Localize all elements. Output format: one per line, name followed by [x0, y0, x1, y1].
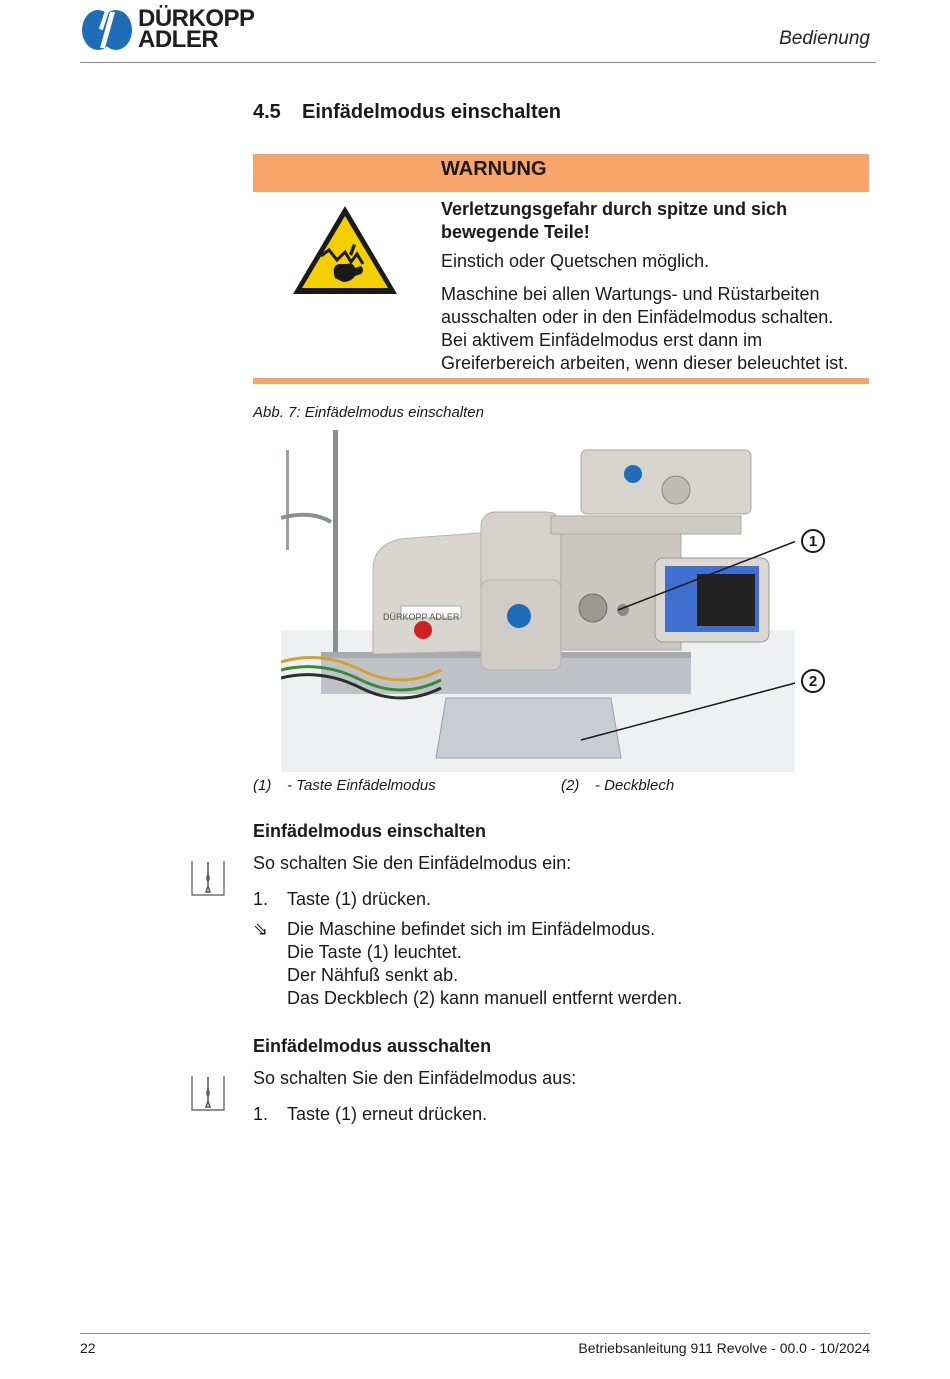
callout-1-label: 1 [808, 533, 818, 550]
step-number: 1. [253, 1104, 269, 1124]
intro-enable: So schalten Sie den Einfädelmodus ein: [253, 853, 572, 873]
warning-text-line: ausschalten oder in den Einfädelmodus schalten. [441, 307, 834, 327]
header-section-title: Bedienung [779, 28, 870, 49]
brand-line-2: ADLER [138, 26, 219, 53]
callout-2-label: 2 [808, 673, 818, 690]
page-number: 22 [80, 1340, 96, 1356]
warning-text-line: Maschine bei allen Wartungs- und Rüstarbeiten [441, 284, 820, 304]
warning-title: WARNUNG [441, 158, 547, 180]
section-title: Einfädelmodus einschalten [302, 101, 561, 123]
result-line: Die Maschine befindet sich im Einfädelmodus. [287, 919, 656, 939]
result-line: Die Taste (1) leuchtet. [287, 942, 462, 962]
subheading-enable: Einfädelmodus einschalten [253, 821, 487, 841]
legend-2-number: (2) [561, 777, 580, 794]
legend-1-number: (1) [253, 777, 272, 794]
warning-text-line: Greiferbereich arbeiten, wenn dieser beleuchtet ist. [441, 353, 849, 373]
callout-1-marker [800, 528, 826, 554]
footer-divider [80, 1333, 870, 1334]
legend-2-text: - Deckblech [595, 777, 675, 794]
needle-procedure-icon [191, 1075, 225, 1111]
warning-text-1: Einstich oder Quetschen möglich. [441, 251, 710, 271]
figure-caption: Abb. 7: Einfädelmodus einschalten [253, 404, 484, 421]
warning-headline-line-2: bewegende Teile! [441, 222, 590, 242]
document-title: Betriebsanleitung 911 Revolve - 00.0 - 10/2024 [578, 1340, 870, 1356]
intro-disable: So schalten Sie den Einfädelmodus aus: [253, 1068, 577, 1088]
needle-procedure-icon [191, 860, 225, 896]
callout-2-marker [800, 668, 826, 694]
warning-headline [441, 198, 871, 244]
subheading-disable: Einfädelmodus ausschalten [253, 1036, 492, 1056]
brand-logo-icon [80, 8, 132, 52]
warning-text-line: Bei aktivem Einfädelmodus erst dann im [441, 330, 763, 350]
step-text: Taste (1) drücken. [287, 889, 432, 909]
brand-line-1: DÜRKOPP [138, 5, 255, 32]
section-number: 4.5 [253, 101, 281, 123]
machine-photo [281, 430, 795, 772]
step-text: Taste (1) erneut drücken. [287, 1104, 488, 1124]
warning-headline-line-1: Verletzungsgefahr durch spitze und sich [441, 199, 788, 219]
result-line: Das Deckblech (2) kann manuell entfernt werden. [287, 988, 683, 1008]
header-divider [80, 62, 876, 63]
legend-1-text: - Taste Einfädelmodus [287, 777, 436, 794]
warning-text-2 [441, 283, 871, 375]
result-text [287, 918, 682, 1010]
crush-hazard-warning-icon [291, 204, 399, 296]
result-arrow-icon: ⇘ [253, 919, 269, 939]
machine-label: DÜRKOPP ADLER [383, 612, 460, 622]
step-number: 1. [253, 889, 269, 909]
warning-bottom-bar [253, 378, 869, 384]
warning-header-bar [253, 154, 869, 192]
result-line: Der Nähfuß senkt ab. [287, 965, 459, 985]
brand-wordmark [138, 5, 255, 53]
